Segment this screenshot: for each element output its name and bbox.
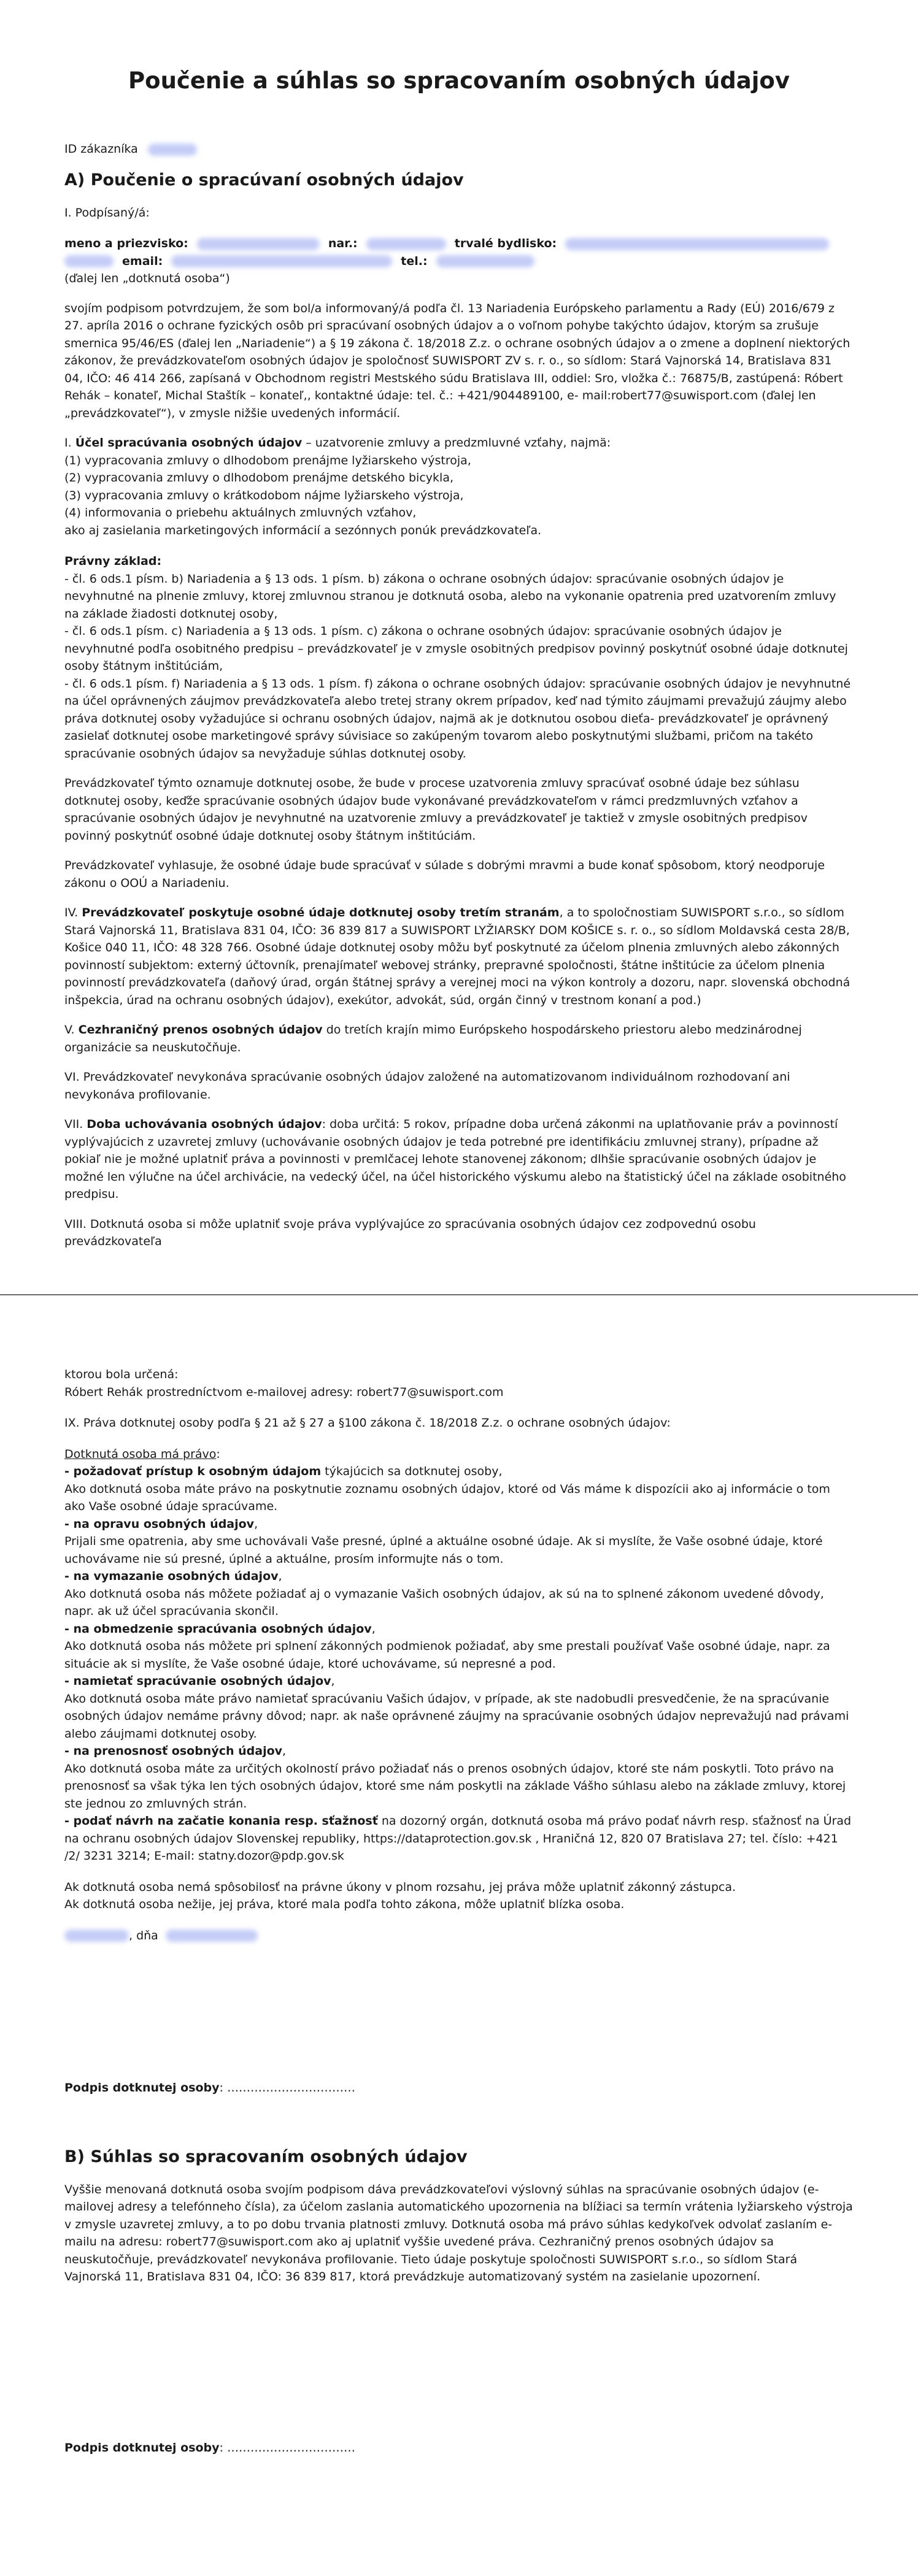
purpose-prefix: I. xyxy=(64,436,72,450)
cross-bold: Cezhraničný prenos osobných údajov xyxy=(78,1023,323,1037)
purpose-item: ako aj zasielania marketingových informácií a sezónnych ponúk prevádzkovateľa. xyxy=(64,523,542,537)
right-item-title xyxy=(64,1568,854,1585)
right-rest: týkajúcich sa dotknutej osoby, xyxy=(321,1465,503,1478)
date-redacted xyxy=(166,1930,258,1942)
right-item-title xyxy=(64,1620,854,1638)
right-bold: - na opravu osobných údajov xyxy=(64,1517,255,1531)
date-word: , dňa xyxy=(129,1928,158,1942)
declare-paragraph: Prevádzkovateľ vyhlasuje, že osobné údaje bude spracúvať v súlade s dobrými mravmi a bude konať spôsobom, ktorý neodporuje zákonu o OOÚ a Nariadeniu. xyxy=(64,859,825,890)
email-label: email: xyxy=(122,254,163,268)
purpose-item: (2) vypracovania zmluvy o dlhodobom prenájme detského bicykla, xyxy=(64,471,453,485)
phone-label: tel.: xyxy=(401,254,428,268)
further-referred: (ďalej len „dotknutá osoba“) xyxy=(64,272,230,286)
name-label: meno a priezvisko: xyxy=(64,237,188,251)
retention-bold: Doba uchovávania osobných údajov xyxy=(87,1117,322,1132)
third-prefix: IV. xyxy=(64,906,79,920)
signature-line-a xyxy=(64,2079,854,2097)
legal-basis-item: - čl. 6 ods.1 písm. c) Nariadenia a § 13 ods. 1 písm. c) zákona o ochrane osobných údajov: spracúvanie osobných údajov je nevyhnutné podľa osobitného predpisu – prevádzkovateľ je v zmysle osobitných predpisov povinný poskytnúť osobné údaje dotknutej osoby štátnym inštitúciám, xyxy=(64,624,848,673)
right-rest: , xyxy=(371,1622,376,1636)
customer-id-label: ID zákazníka xyxy=(64,142,138,156)
right-item-title xyxy=(64,1516,854,1533)
section-a-title: A) Poučenie o spracúvaní osobných údajov xyxy=(64,170,464,190)
right-bold: - na obmedzenie spracúvania osobných údajov xyxy=(64,1622,372,1636)
consent-paragraph: Vyššie menovaná dotknutá osoba svojím podpisom dáva prevádzkovateľovi výslovný súhlas na spracúvanie osobných údajov (e-mailovej adresy a telefónneho čísla), za účelom zaslania automatického upozornenia na blížiaci sa termín vrátenia lyžiarskeho výstroja v zmysle uzavretej zmluvy, a to po dobu trvania platnosti zmluvy. Dotknutá osoba má právo súhlas kedykoľvek odvolať zaslaním e-mailu na adresu: robert77@suwisport.com ako aj uplatniť vyššie uvedené práva. Cezhraničný prenos osobných údajov sa neuskutočňuje, prevádzkovateľ nevykonáva profilovanie. Tieto údaje poskytuje spoločnosti SUWISPORT s.r.o., so sídlom Stará Vajnorská 11, Bratislava 831 04, IČO: 36 839 817, ktorá prevádzkuje automatizovaný systém na zasielanie upozornení. xyxy=(64,2182,853,2284)
retention-rest: : doba určitá: 5 rokov, prípadne doba určená zákonmi na uplatňovanie práv a povinností vyplývajúcich z uzavretej zmluvy (uchovávanie osobných údajov je teda potrebné pre identifikáciu zmluvnej strany), prípadne až pokiaľ nie je možné uplatniť práva a povinnosti v premlčacej lehote stanovenej zákonom; dlhšie spracúvanie osobných údajov je možné len výlučne na účel archivácie, na vedecký účel, na účel historického výskumu alebo na štatistický účel na základe osobitného predpisu. xyxy=(64,1117,846,1202)
right-item-text: Ako dotknutá osoba máte právo na poskytnutie zoznamu osobných údajov, ktoré od Vás máme k dispozícii ako aj informácie o tom ako Vaše osobné údaje spracúvame. xyxy=(64,1482,830,1513)
retention-prefix: VII. xyxy=(64,1117,83,1132)
purpose-item: (1) vypracovania zmluvy o dlhodobom prenájme lyžiarskeho výstroja, xyxy=(64,453,471,467)
email-redacted xyxy=(171,255,392,267)
legal-basis-title: Právny základ: xyxy=(64,554,162,569)
right-rest: , xyxy=(278,1570,282,1583)
third-parties-paragraph xyxy=(64,904,854,1009)
right-item-title xyxy=(64,1742,854,1760)
place-redacted xyxy=(64,1930,129,1942)
right-rest: na dozorný orgán, dotknutá osoba má právo podať návrh resp. sťažnosť na Úrad na ochranu osobných údajov Slovenskej republiky, https://dataprotection.gov.sk , Hraničná 12, 820 07 Bratislava 27; tel. číslo: +421 /2/ 3231 3214; E-mail: statny.dozor@pdp.gov.sk xyxy=(64,1814,852,1863)
right-bold: - požadovať prístup k osobným údajom xyxy=(64,1465,322,1478)
right-item-title xyxy=(64,1673,854,1690)
right-item-title xyxy=(64,1812,854,1865)
continuation-line: ktorou bola určená: xyxy=(64,1368,179,1381)
capacity-line: Ak dotknutá osoba nemá spôsobilosť na právne úkony v plnom rozsahu, jej práva môže uplatniť zákonný zástupca. xyxy=(64,1880,736,1894)
rights-intro: IX. Práva dotknutej osoby podľa § 21 až § 27 a §100 zákona č. 18/2018 Z.z. o ochrane osobných údajov: xyxy=(64,1416,671,1430)
signature-line-b xyxy=(64,2439,854,2457)
right-rest: , xyxy=(331,1674,335,1688)
signature-dots: : …………………………… xyxy=(219,2440,355,2455)
personal-details xyxy=(64,235,854,270)
right-bold: - na prenosnosť osobných údajov xyxy=(64,1744,283,1758)
automated-paragraph: VI. Prevádzkovateľ nevykonáva spracúvanie osobných údajov založené na automatizovanom individuálnom rozhodovaní ani nevykonáva profilovanie. xyxy=(64,1070,790,1102)
section-b-title: B) Súhlas so spracovaním osobných údajov xyxy=(64,2147,468,2166)
customer-id-line xyxy=(64,140,854,158)
rights-exercise-paragraph: VIII. Dotknutá osoba si môže uplatniť svoje práva vyplývajúce zo spracúvania osobných údajov cez zodpovednú osobu prevádzkovateľa xyxy=(64,1217,756,1249)
right-item-text: Prijali sme opatrenia, aby sme uchovávali Vaše presné, úplné a aktuálne osobné údaje. Ak si myslíte, že Vaše osobné údaje, ktoré uchovávame nie sú presné, úplné a aktuálne, prosím informujte nás o tom. xyxy=(64,1535,823,1566)
cross-rest: do tretích krajín mimo Európskeho hospodárskeho priestoru alebo medzinárodnej organizácie sa neuskutočňuje. xyxy=(64,1023,802,1054)
purpose-heading xyxy=(64,434,854,452)
signatory-label: I. Podpísaný/á: xyxy=(64,205,150,220)
signature-label: Podpis dotknutej osoby xyxy=(64,2081,220,2095)
legal-basis-item: - čl. 6 ods.1 písm. f) Nariadenia a § 13 ods. 1 písm. f) zákona o ochrane osobných údajov: spracúvanie osobných údajov je nevyhnutné na účel oprávnených záujmov prevádzkovateľa alebo tretej strany okrem prípadov, keď nad týmito záujmami prevažujú záujmy alebo práva dotknutej osoby vyžadujúce si ochranu osobných údajov, najmä ak je dotknutou osobou dieťa- prevádzkovateľ je oprávnený zasielať dotknutej osobe marketingové správy súvisiace so zakúpeným tovarom alebo poskytnutými službami, pričom na takéto spracúvanie osobných údajov sa nevyžaduje súhlas dotknutej osoby. xyxy=(64,677,851,761)
third-rest: , a to spoločnostiam SUWISPORT s.r.o., so sídlom Stará Vajnorská 11, Bratislava 831 04, IČO: 36 839 817 a SUWISPORT LYŽIARSKY DOM KOŠICE s. r. o., so sídlom Moldavská cesta 28/B, Košice 040 11, IČO: 48 328 766. Osobné údaje dotknutej osoby môžu byť poskytnuté za účelom plnenia zmluvných alebo zákonných povinností subjektom: externý účtovník, prenajímateľ webovej stránky, prepravné spoločnosti, štátne inštitúcie za účelom plnenia povinností prevádzkovateľa (daňový úrad, orgán štátnej správy a verejnej moci na výkon kontroly a dozoru, napr. slovenská obchodná inšpekcia, úrad na ochranu osobných údajov), exekútor, advokát, súd, orgán činný v trestnom konaní a pod.) xyxy=(64,906,850,1007)
retention-paragraph xyxy=(64,1116,854,1203)
rights-heading-suffix: : xyxy=(216,1447,220,1461)
right-item-text: Ako dotknutá osoba máte právo namietať spracúvaniu Vašich údajov, v prípade, ak ste nadobudli presvedčenie, že na spracúvanie osobných údajov nemáme právny dôvod; napr. ak naše oprávnené záujmy na spracúvanie osobných údajov neprevažujú nad právami alebo záujmami dotknutej osoby. xyxy=(64,1692,849,1741)
place-date-line xyxy=(64,1927,854,1945)
legal-basis-item: - čl. 6 ods.1 písm. b) Nariadenia a § 13 ods. 1 písm. b) zákona o ochrane osobných údajov: spracúvanie osobných údajov je nevyhnutné na plnenie zmluvy, ktorej zmluvnou stranou je dotknutá osoba, alebo na vykonanie opatrenia pred uzatvorením zmluvy na základe žiadosti dotknutej osoby, xyxy=(64,572,836,621)
residence-redacted xyxy=(565,238,829,250)
customer-id-redacted xyxy=(148,144,197,156)
purpose-item: (3) vypracovania zmluvy o krátkodobom nájme lyžiarskeho výstroja, xyxy=(64,488,464,502)
rights-heading-line xyxy=(64,1446,854,1463)
residence-label: trvalé bydlisko: xyxy=(454,237,557,251)
right-bold: - na vymazanie osobných údajov xyxy=(64,1570,279,1583)
signature-label: Podpis dotknutej osoby xyxy=(64,2440,220,2455)
right-item-text: Ako dotknutá osoba nás môžete požiadať aj o vymazanie Vašich osobných údajov, ak sú na to splnené zákonom uvedené dôvody, napr. ak už účel spracúvania skončil. xyxy=(64,1587,824,1618)
document-title: Poučenie a súhlas so spracovaním osobných údajov xyxy=(128,67,790,94)
residence-redacted-cont xyxy=(64,255,114,267)
purpose-rest: – uzatvorenie zmluvy a predzmluvné vzťahy, najmä: xyxy=(302,436,611,450)
purpose-item: (4) informovania o priebehu aktuálnych zmluvných vzťahov, xyxy=(64,506,417,520)
phone-redacted xyxy=(436,255,534,267)
right-item-title xyxy=(64,1463,854,1481)
document-page-2 xyxy=(0,1294,918,2576)
rights-heading: Dotknutá osoba má právo xyxy=(64,1447,217,1461)
right-item-text: Ako dotknutá osoba máte za určitých okolností právo požiadať nás o prenos osobných údajov, ktoré ste nám poskytli. Toto právo na prenosnosť sa však týka len tých osobných údajov, ktoré sme nám poskytli na základe Vášho súhlasu alebo na základe zmluvy, ktorej ste jednou zo zmluvných strán. xyxy=(64,1761,846,1811)
right-rest: , xyxy=(254,1517,258,1531)
capacity-line: Ak dotknutá osoba nežije, jej práva, ktoré mala podľa tohto zákona, môže uplatniť blízka osoba. xyxy=(64,1898,625,1911)
birth-redacted xyxy=(366,238,446,250)
signature-dots: : …………………………… xyxy=(219,2081,355,2095)
birth-label: nar.: xyxy=(328,237,358,251)
right-item-text: Ako dotknutá osoba nás môžete pri splnení zákonných podmienok požiadať, aby sme prestali používať Vaše osobné údaje, napr. za situácie ak si myslíte, že Vaše osobné údaje, ktoré uchovávame, sú nepresné a pod. xyxy=(64,1639,830,1671)
inform-paragraph: Prevádzkovateľ týmto oznamuje dotknutej osobe, že bude v procese uzatvorenia zmluvy spracúvať osobné údaje bez súhlasu dotknutej osoby, keďže spracúvanie osobných údajov bude vykonávané prevádzkovateľom v rámci predzmluvných vzťahov a spracúvanie osobných údajov je nevyhnutné na uzatvorenie zmluvy a prevádzkovateľ je taktiež v zmysle osobitných predpisov povinný poskytnúť osobné údaje dotknutej osoby štátnym inštitúciám. xyxy=(64,776,808,843)
name-redacted xyxy=(197,238,320,250)
purpose-bold: Účel spracúvania osobných údajov xyxy=(75,436,303,450)
contact-line: Róbert Rehák prostredníctvom e-mailovej adresy: robert77@suwisport.com xyxy=(64,1385,504,1399)
third-bold: Prevádzkovateľ poskytuje osobné údaje dotknutej osoby tretím stranám xyxy=(82,906,560,920)
right-bold: - podať návrh na začatie konania resp. sťažnosť xyxy=(64,1814,378,1828)
right-rest: , xyxy=(282,1744,287,1758)
right-bold: - namietať spracúvanie osobných údajov xyxy=(64,1674,331,1688)
cross-border-paragraph xyxy=(64,1021,854,1056)
cross-prefix: V. xyxy=(64,1023,75,1037)
intro-paragraph: svojím podpisom potvrdzujem, že som bol/a informovaný/á podľa čl. 13 Nariadenia Európskeho parlamentu a Rady (EÚ) 2016/679 z 27. apríla 2016 o ochrane fyzických osôb pri spracúvaní osobných údajov a o voľnom pohybe takýchto údajov, ktorým sa zrušuje smernica 95/46/ES (ďalej len „Nariadenie“) a § 19 zákona č. 18/2018 Z.z. o ochrane osobných údajov a o zmene a doplnení niektorých zákonov, že prevádzkovateľom osobných údajov je spoločnosť SUWISPORT ZV s. r. o., so sídlom: Stará Vajnorská 14, Bratislava 831 04, IČO: 46 414 266, zapísaná v Obchodnom registri Mestského súdu Bratislava III, oddiel: Sro, vložka č.: 76875/B, zastúpená: Róbert Rehák – konateľ, Michal Staštík – konateľ,, kontaktné údaje: tel. č.: +421/904489100, e- mail:robert77@suwisport.com (ďalej len „prevádzkovateľ“), v zmysle nižšie uvedených informácií. xyxy=(64,301,850,420)
